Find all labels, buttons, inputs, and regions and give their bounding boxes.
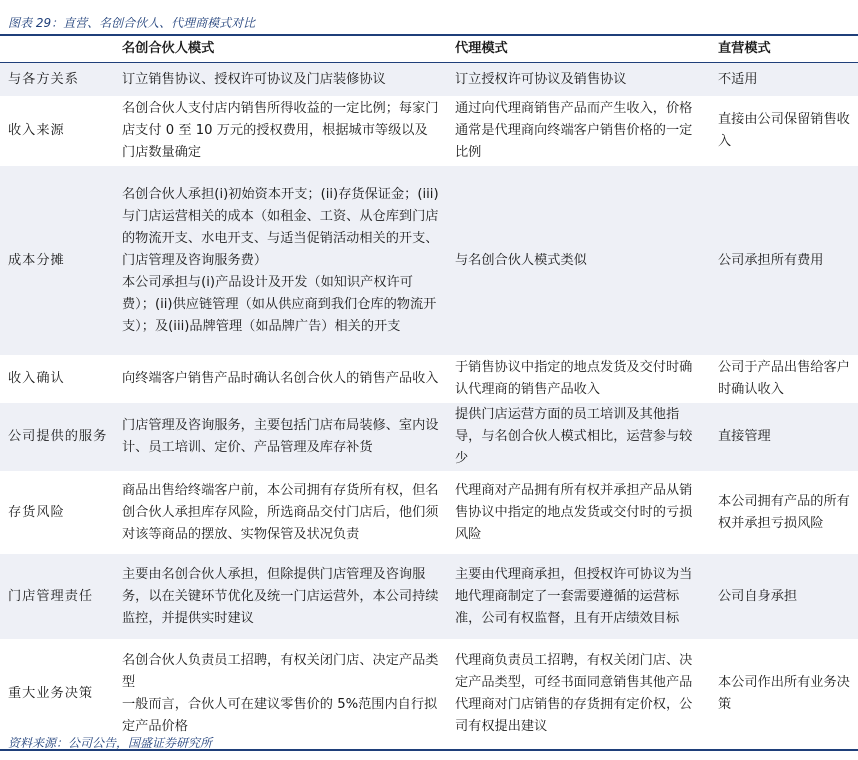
cell-partner [114,403,447,472]
cell-paragraph: 直接由公司保留销售收入 [718,112,850,149]
cell-paragraph: 通过向代理商销售产品而产生收入，价格通常是代理商向终端客户销售价格的一定比例 [455,101,693,160]
table-header [0,35,858,63]
cell-direct [710,472,858,554]
header-row-label [0,35,114,63]
cell-paragraph: 订立授权许可协议及销售协议 [455,71,627,87]
table-body [0,63,858,750]
cell-agent [447,166,710,356]
cell-partner [114,166,447,356]
cell-partner [114,554,447,640]
table-row [0,640,858,750]
cell-paragraph: 提供门店运营方面的员工培训及其他指导，与名创合伙人模式相比，运营参与较少 [455,407,693,466]
row-label: 收入来源 [0,97,114,166]
table-row [0,63,858,97]
cell-paragraph: 名创合伙人负责员工招聘，有权关闭门店、决定产品类型 [122,653,439,691]
table-caption: 图表 29：直营、名创合伙人、代理商模式对比 [8,16,256,30]
cell-agent [447,640,710,750]
header-agent-mode: 代理模式 [447,35,710,63]
cell-paragraph: 代理商对门店销售的存货拥有定价权，公司有权提出建议 [455,697,693,735]
table-row [0,554,858,640]
cell-paragraph: 主要由名创合伙人承担，但除提供门店管理及咨询服务，以在关键环节优化及统一门店运营外，本公司持续监控，并提供实时建议 [122,566,439,626]
cell-partner [114,356,447,403]
row-label: 重大业务决策 [0,640,114,750]
cell-agent [447,356,710,403]
cell-direct [710,554,858,640]
row-label: 存货风险 [0,472,114,554]
row-label: 门店管理责任 [0,554,114,640]
cell-direct [710,356,858,403]
cell-paragraph: 于销售协议中指定的地点发货及交付时确认代理商的销售产品收入 [455,360,693,397]
source-note: 资料来源：公司公告，国盛证券研究所 [8,736,213,750]
header-direct-mode: 直营模式 [710,35,858,63]
comparison-table [0,34,858,751]
row-label: 与各方关系 [0,63,114,97]
cell-direct [710,63,858,97]
cell-paragraph: 向终端客户销售产品时确认名创合伙人的销售产品收入 [122,371,439,386]
table-row [0,166,858,356]
cell-paragraph: 代理商对产品拥有所有权并承担产品从销售协议中指定的地点发货或交付时的亏损风险 [455,482,693,542]
cell-paragraph: 主要由代理商承担，但授权许可协议为当地代理商制定了一套需要遵循的运营标准，公司有权监督，且有开店绩效目标 [455,566,693,626]
cell-paragraph: 公司自身承担 [718,588,798,604]
cell-partner [114,63,447,97]
table-row [0,97,858,166]
table-row [0,472,858,554]
cell-direct [710,97,858,166]
table-row [0,403,858,472]
cell-paragraph: 本公司承担与(i)产品设计及开发（如知识产权许可费）；(ii)供应链管理（如从供应商到我们仓库的物流开支）；及(iii)品牌管理（如品牌广告）相关的开支 [122,274,437,334]
cell-partner [114,472,447,554]
cell-paragraph: 商品出售给终端客户前，本公司拥有存货所有权，但名创合伙人承担库存风险，所选商品交付门店后，他们须对该等商品的摆放、实物保管及状况负责 [122,482,439,542]
cell-partner [114,97,447,166]
cell-paragraph: 名创合伙人承担(i)初始资本开支；(ii)存货保证金；(iii)与门店运营相关的成本（如租金、工资、从仓库到门店的物流开支、水电开支、与适当促销活动相关的开支、门店管理及咨询服务费） [122,186,439,268]
header-partner-mode: 名创合伙人模式 [114,35,447,63]
cell-paragraph: 不适用 [718,71,758,87]
cell-paragraph: 一般而言，合伙人可在建议零售价的 5%范围内自行拟定产品价格 [122,697,438,735]
cell-agent [447,472,710,554]
header-row [0,35,858,63]
cell-paragraph: 公司于产品出售给客户时确认收入 [718,360,850,397]
cell-paragraph: 直接管理 [718,429,771,444]
cell-paragraph: 代理商负责员工招聘，有权关闭门店、决定产品类型，可经书面同意销售其他产品 [455,653,693,691]
cell-partner [114,640,447,750]
cell-paragraph: 与名创合伙人模式类似 [455,252,587,268]
cell-agent [447,403,710,472]
row-label: 成本分摊 [0,166,114,356]
cell-paragraph: 订立销售协议、授权许可协议及门店装修协议 [122,71,386,87]
cell-paragraph: 名创合伙人支付店内销售所得收益的一定比例；每家门店支付 0 至 10 万元的授权费用，根据城市等级以及门店数量确定 [122,101,439,160]
row-label: 收入确认 [0,356,114,403]
table-row [0,356,858,403]
cell-direct [710,640,858,750]
cell-paragraph: 公司承担所有费用 [718,252,824,268]
row-label: 公司提供的服务 [0,403,114,472]
cell-direct [710,403,858,472]
cell-agent [447,97,710,166]
cell-paragraph: 本公司作出所有业务决策 [718,675,850,713]
cell-agent [447,554,710,640]
cell-direct [710,166,858,356]
cell-agent [447,63,710,97]
cell-paragraph: 门店管理及咨询服务，主要包括门店布局装修、室内设计、员工培训、定价、产品管理及库存补货 [122,418,439,455]
cell-paragraph: 本公司拥有产品的所有权并承担亏损风险 [718,493,850,531]
